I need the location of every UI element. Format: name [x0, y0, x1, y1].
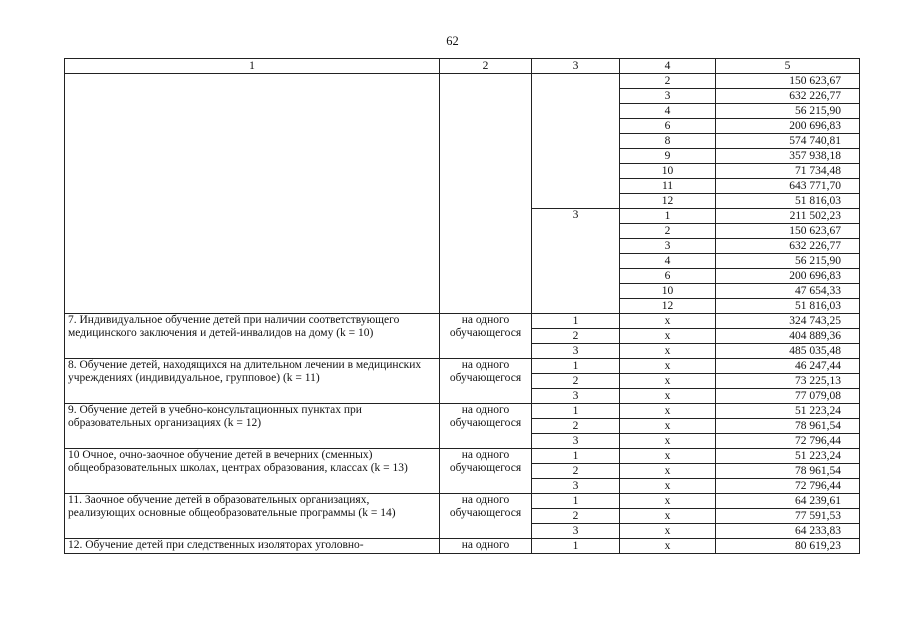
- service-description: 7. Индивидуальное обучение детей при наличии соответствующего медицинского заключения и детей-инвалидов на дому (k = 10): [65, 314, 440, 359]
- column-header: 3: [532, 59, 620, 74]
- amount-cell: 64 239,61: [716, 494, 860, 509]
- table-row: [65, 449, 860, 464]
- subgroup-cell: 4: [620, 254, 716, 269]
- amount-cell: 200 696,83: [716, 119, 860, 134]
- subgroup-cell: х: [620, 494, 716, 509]
- table-row: [65, 359, 860, 374]
- unit-cell: на одного обучающегося: [440, 359, 532, 404]
- amount-cell: 47 654,33: [716, 284, 860, 299]
- subgroup-cell: 12: [620, 194, 716, 209]
- unit-cell: на одного обучающегося: [440, 404, 532, 449]
- subgroup-cell: х: [620, 479, 716, 494]
- group-cell: 3: [532, 209, 620, 314]
- unit-cell: на одного обучающегося: [440, 449, 532, 494]
- subgroup-cell: 11: [620, 179, 716, 194]
- amount-cell: 357 938,18: [716, 149, 860, 164]
- amount-cell: 485 035,48: [716, 344, 860, 359]
- group-cell: 1: [532, 404, 620, 419]
- empty-description-cell: [65, 74, 440, 314]
- subgroup-cell: 9: [620, 149, 716, 164]
- amount-cell: 643 771,70: [716, 179, 860, 194]
- subgroup-cell: 2: [620, 74, 716, 89]
- empty-unit-cell: [440, 74, 532, 314]
- amount-cell: 150 623,67: [716, 74, 860, 89]
- subgroup-cell: х: [620, 539, 716, 554]
- subgroup-cell: х: [620, 509, 716, 524]
- table-row: [65, 539, 860, 554]
- table-row: [65, 314, 860, 329]
- subgroup-cell: 10: [620, 164, 716, 179]
- amount-cell: 73 225,13: [716, 374, 860, 389]
- amount-cell: 51 223,24: [716, 404, 860, 419]
- subgroup-cell: х: [620, 464, 716, 479]
- subgroup-cell: х: [620, 404, 716, 419]
- subgroup-cell: х: [620, 329, 716, 344]
- subgroup-cell: х: [620, 419, 716, 434]
- subgroup-cell: х: [620, 449, 716, 464]
- service-description: 11. Заочное обучение детей в образовательных организациях, реализующих основные общеобразовательные программы (k = 14): [65, 494, 440, 539]
- subgroup-cell: 3: [620, 239, 716, 254]
- amount-cell: 71 734,48: [716, 164, 860, 179]
- amount-cell: 324 743,25: [716, 314, 860, 329]
- group-cell: 2: [532, 419, 620, 434]
- subgroup-cell: х: [620, 524, 716, 539]
- service-description: 9. Обучение детей в учебно-консультационных пунктах при образовательных организациях (k = 12): [65, 404, 440, 449]
- subgroup-cell: 2: [620, 224, 716, 239]
- group-cell: 3: [532, 389, 620, 404]
- amount-cell: 632 226,77: [716, 239, 860, 254]
- amount-cell: 80 619,23: [716, 539, 860, 554]
- unit-cell: на одного: [440, 539, 532, 554]
- amount-cell: 51 223,24: [716, 449, 860, 464]
- group-cell: 1: [532, 449, 620, 464]
- table-row: [65, 404, 860, 419]
- group-cell: 3: [532, 479, 620, 494]
- amount-cell: 46 247,44: [716, 359, 860, 374]
- subgroup-cell: 1: [620, 209, 716, 224]
- service-description: 12. Обучение детей при следственных изоляторах уголовно-: [65, 539, 440, 554]
- subgroup-cell: х: [620, 344, 716, 359]
- amount-cell: 72 796,44: [716, 479, 860, 494]
- subgroup-cell: 12: [620, 299, 716, 314]
- amount-cell: 404 889,36: [716, 329, 860, 344]
- header-row: [65, 59, 860, 74]
- empty-group-cell: [532, 74, 620, 209]
- column-header: 4: [620, 59, 716, 74]
- subgroup-cell: 10: [620, 284, 716, 299]
- subgroup-cell: 8: [620, 134, 716, 149]
- tariff-table: [64, 58, 860, 554]
- amount-cell: 51 816,03: [716, 194, 860, 209]
- subgroup-cell: 6: [620, 269, 716, 284]
- amount-cell: 56 215,90: [716, 104, 860, 119]
- amount-cell: 211 502,23: [716, 209, 860, 224]
- group-cell: 2: [532, 464, 620, 479]
- subgroup-cell: х: [620, 314, 716, 329]
- unit-cell: на одного обучающегося: [440, 494, 532, 539]
- page-number: 62: [446, 34, 459, 48]
- amount-cell: 78 961,54: [716, 419, 860, 434]
- group-cell: 1: [532, 494, 620, 509]
- amount-cell: 64 233,83: [716, 524, 860, 539]
- table-row: [65, 74, 860, 89]
- amount-cell: 77 591,53: [716, 509, 860, 524]
- column-header: 1: [65, 59, 440, 74]
- amount-cell: 72 796,44: [716, 434, 860, 449]
- amount-cell: 574 740,81: [716, 134, 860, 149]
- group-cell: 3: [532, 344, 620, 359]
- service-description: 10 Очное, очно-заочное обучение детей в вечерних (сменных) общеобразовательных школах, центрах образования, классах (k = 13): [65, 449, 440, 494]
- service-description: 8. Обучение детей, находящихся на длительном лечении в медицинских учреждениях (индивидуальное, групповое) (k = 11): [65, 359, 440, 404]
- amount-cell: 150 623,67: [716, 224, 860, 239]
- column-header: 5: [716, 59, 860, 74]
- subgroup-cell: х: [620, 389, 716, 404]
- group-cell: 2: [532, 329, 620, 344]
- group-cell: 2: [532, 509, 620, 524]
- subgroup-cell: х: [620, 374, 716, 389]
- table-row: [65, 494, 860, 509]
- amount-cell: 78 961,54: [716, 464, 860, 479]
- group-cell: 1: [532, 539, 620, 554]
- amount-cell: 51 816,03: [716, 299, 860, 314]
- subgroup-cell: х: [620, 359, 716, 374]
- subgroup-cell: х: [620, 434, 716, 449]
- group-cell: 3: [532, 434, 620, 449]
- group-cell: 1: [532, 359, 620, 374]
- group-cell: 1: [532, 314, 620, 329]
- subgroup-cell: 4: [620, 104, 716, 119]
- column-header: 2: [440, 59, 532, 74]
- unit-cell: на одного обучающегося: [440, 314, 532, 359]
- group-cell: 3: [532, 524, 620, 539]
- amount-cell: 77 079,08: [716, 389, 860, 404]
- group-cell: 2: [532, 374, 620, 389]
- subgroup-cell: 3: [620, 89, 716, 104]
- amount-cell: 632 226,77: [716, 89, 860, 104]
- subgroup-cell: 6: [620, 119, 716, 134]
- amount-cell: 200 696,83: [716, 269, 860, 284]
- amount-cell: 56 215,90: [716, 254, 860, 269]
